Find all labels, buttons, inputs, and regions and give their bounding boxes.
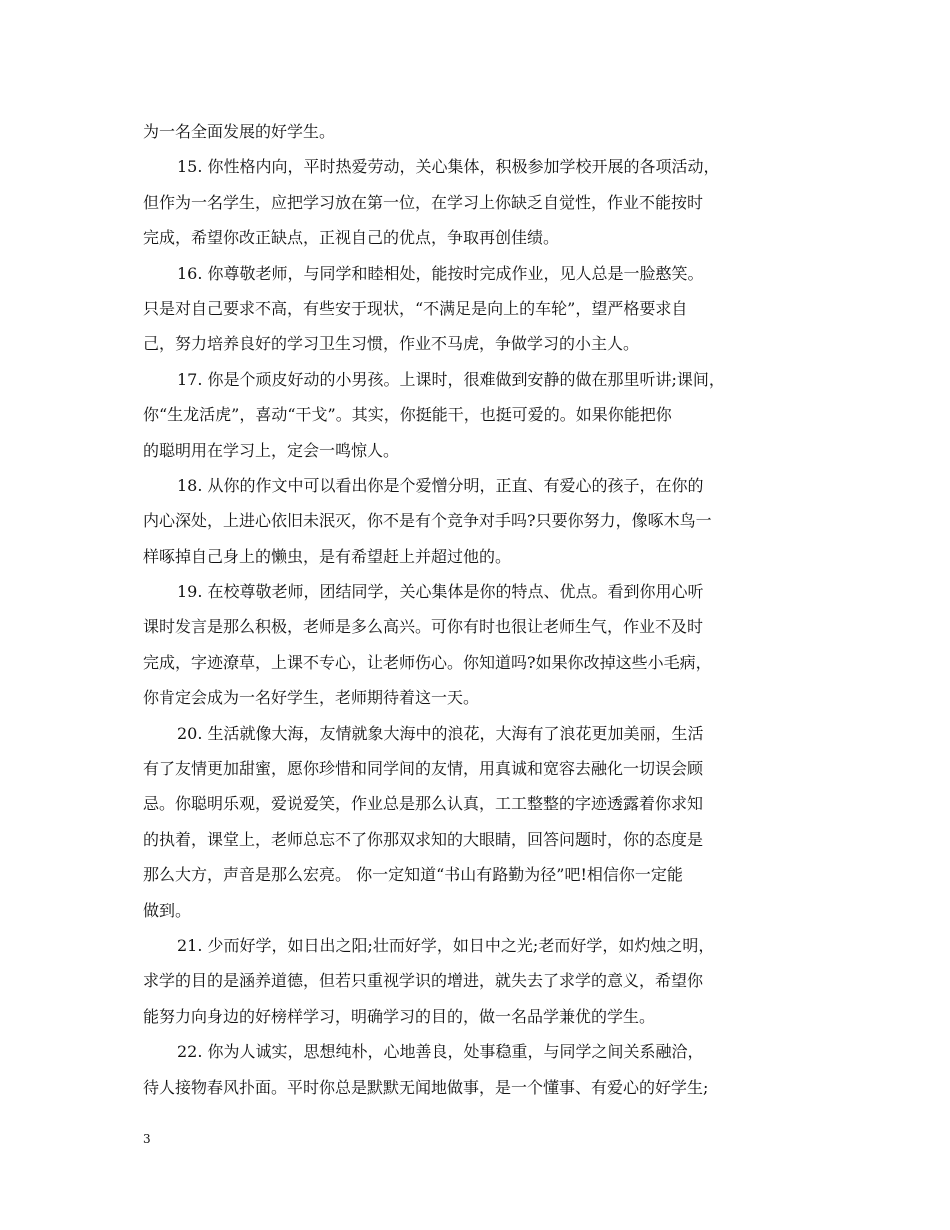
- text-line: 能努力向身边的好榜样学习，明确学习的目的，做一名品学兼优的学生。: [143, 1006, 656, 1026]
- paragraph-18-line: 18. 从你的作文中可以看出你是个爱憎分明，正直、有爱心的孩子，在你的: [177, 475, 704, 495]
- paragraph-16-line: 16. 你尊敬老师，与同学和睦相处，能按时完成作业，见人总是一脸憨笑。: [177, 263, 704, 283]
- paragraph-22-line: 22. 你为人诚实，思想纯朴，心地善良，处事稳重，与同学之间关系融洽，: [177, 1042, 704, 1062]
- text-line: 有了友情更加甜蜜，愿你珍惜和同学间的友情，用真诚和宽容去融化一切误会顾: [143, 759, 704, 779]
- paragraph-19-line: 19. 在校尊敬老师，团结同学，关心集体是你的特点、优点。看到你用心听: [177, 582, 704, 602]
- text-line: 为一名全面发展的好学生。: [143, 122, 336, 141]
- text-line: 课时发言是那么积极，老师是多么高兴。可你有时也很让老师生气，作业不及时: [143, 617, 704, 637]
- text-line: 完成，字迹潦草，上课不专心，让老师伤心。你知道吗?如果你改掉这些小毛病，: [143, 652, 712, 672]
- paragraph-15-line: 15. 你性格内向，平时热爱劳动，关心集体，积极参加学校开展的各项活动，: [177, 157, 720, 177]
- text-line: 求学的目的是涵养道德，但若只重视学识的增进，就失去了求学的意义，希望你: [143, 971, 704, 991]
- paragraph-20-line: 20. 生活就像大海，友情就象大海中的浪花，大海有了浪花更加美丽，生活: [177, 723, 704, 743]
- text-line: 你肯定会成为一名好学生，老师期待着这一天。: [143, 688, 480, 708]
- text-line: 己，努力培养良好的学习卫生习惯，作业不马虎，争做学习的小主人。: [143, 334, 640, 354]
- text-line: 做到。: [143, 900, 192, 920]
- paragraph-17-line: 17. 你是个顽皮好动的小男孩。上课时，很难做到安静的做在那里听讲;课间，: [177, 369, 725, 389]
- text-line: 待人接物春风扑面。平时你总是默默无闻地做事，是一个懂事、有爱心的好学生;: [143, 1077, 709, 1097]
- text-line: 你“生龙活虎”，喜动“干戈”。其实，你挺能干，也挺可爱的。如果你能把你: [143, 405, 672, 425]
- text-line: 那么大方，声音是那么宏亮。 你一定知道“书山有路勤为径”吧!相信你一定能: [143, 865, 683, 885]
- document-body: [143, 114, 811, 1105]
- text-line: 的执着，课堂上，老师总忘不了你那双求知的大眼睛，回答问题时，你的态度是: [143, 829, 704, 849]
- text-line: 样啄掉自己身上的懒虫，是有希望赶上并超过他的。: [143, 546, 512, 566]
- paragraph-21-line: 21. 少而好学，如日出之阳;壮而好学，如日中之光;老而好学，如灼烛之明，: [177, 935, 715, 955]
- page-number: 3: [143, 1132, 151, 1146]
- text-line: 完成，希望你改正缺点，正视自己的优点，争取再创佳绩。: [143, 228, 560, 248]
- text-line: 但作为一名学生，应把学习放在第一位，在学习上你缺乏自觉性，作业不能按时: [143, 192, 704, 212]
- text-line: 忌。你聪明乐观，爱说爱笑，作业总是那么认真，工工整整的字迹透露着你求知: [143, 794, 704, 814]
- text-line: 的聪明用在学习上，定会一鸣惊人。: [143, 440, 400, 460]
- text-line: 内心深处，上进心依旧未泯灭，你不是有个竞争对手吗?只要你努力，像啄木鸟一: [143, 511, 712, 531]
- text-line: 只是对自己要求不高，有些安于现状，“不满足是向上的车轮”，望严格要求自: [143, 298, 688, 318]
